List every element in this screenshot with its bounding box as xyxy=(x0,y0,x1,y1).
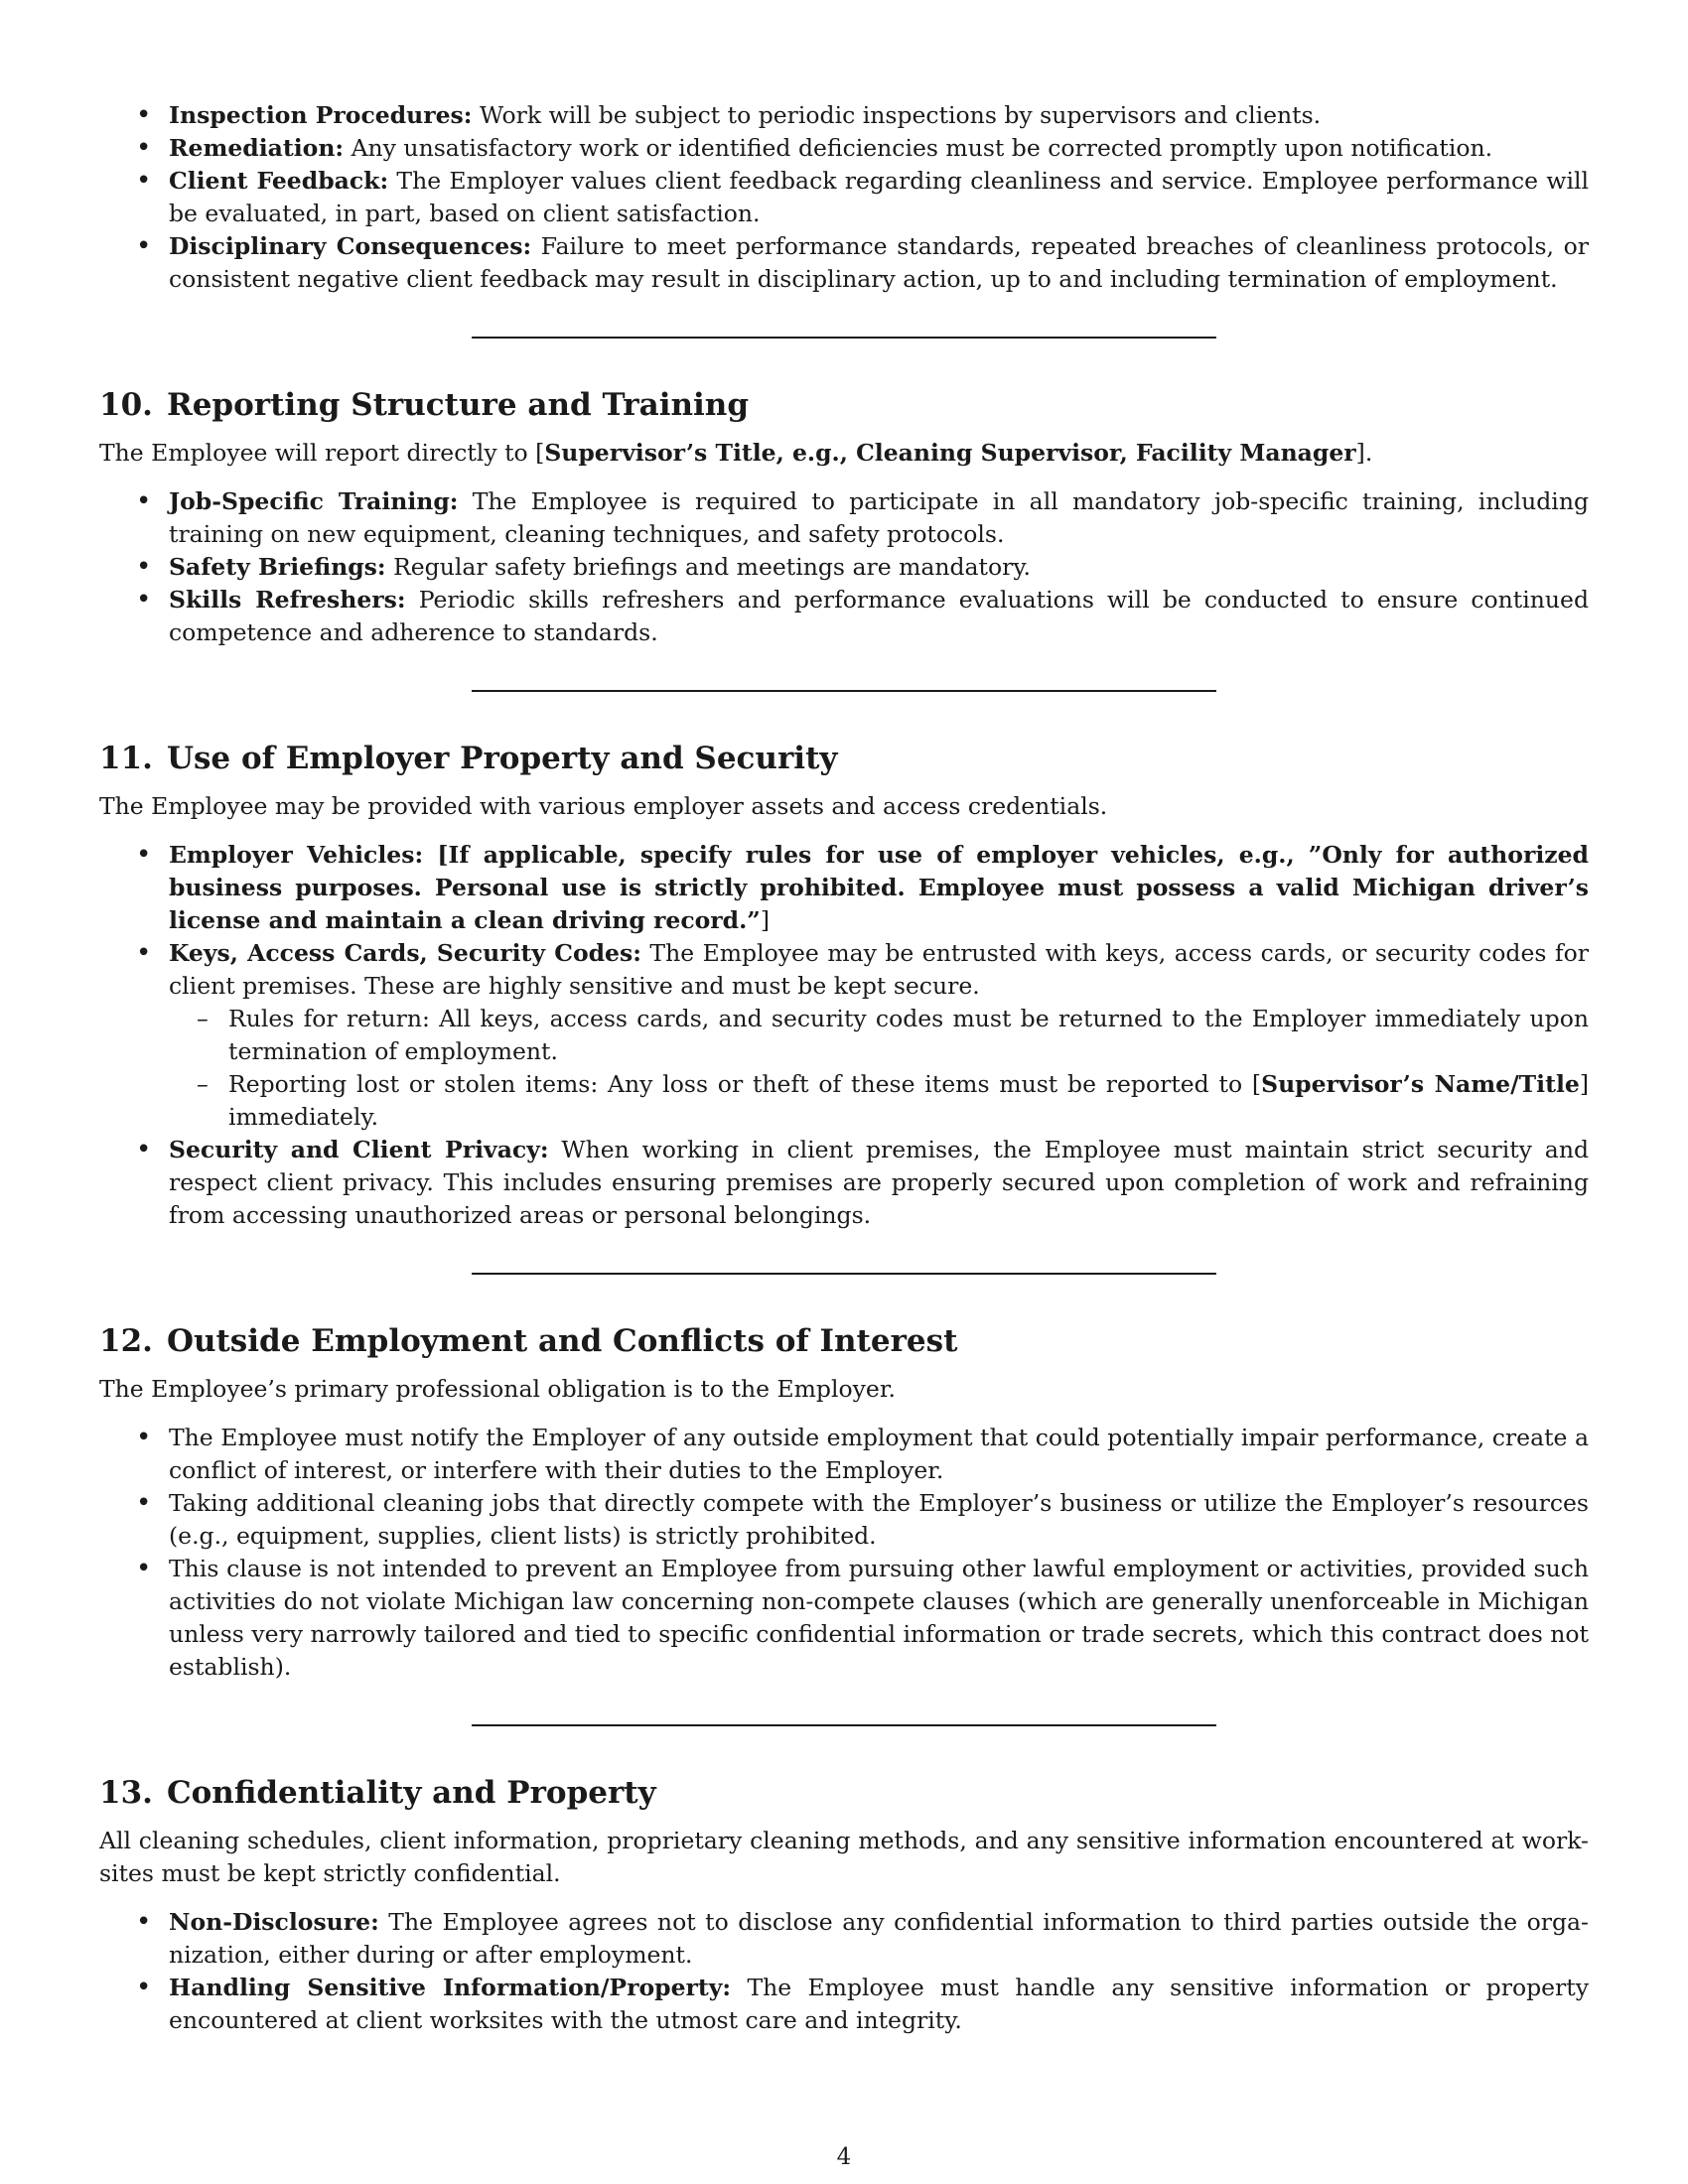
item-label: Inspection Procedures: xyxy=(169,101,473,129)
list-item xyxy=(99,485,1589,551)
section-intro xyxy=(99,437,1589,470)
list-item xyxy=(99,584,1589,649)
item-label: Skills Refreshers: xyxy=(169,586,406,614)
item-label: Security and Client Privacy: xyxy=(169,1136,549,1163)
sub-list-item: – Rules for return: All keys, access cards, and security codes must be returned to the Employer immediately upon termination of employment. xyxy=(169,1003,1589,1068)
section-divider xyxy=(472,1724,1216,1726)
page-number: 4 xyxy=(836,2144,852,2170)
section-heading xyxy=(99,1773,1589,1813)
confidentiality-list xyxy=(99,1906,1589,2037)
item-text: Failure to meet performance standards, repeated breaches of cleanliness protocols, or consistent negative client feedback may result in disciplinary action, up to and including termination of employment. xyxy=(169,232,1589,293)
list-item: • This clause is not intended to prevent an Employee from pursuing other lawful employment or activities, provided such activities do not violate Michigan law concerning non-compete clauses (which are generally unenforceable in Michigan unless very narrowly tailored and tied to specific confidential information or trade secrets, which this contract does not establish). xyxy=(99,1553,1589,1684)
section-heading xyxy=(99,1321,1589,1361)
section-intro: The Employee’s primary professional obligation is to the Employer. xyxy=(99,1375,896,1403)
item-label: Job-Specific Training: xyxy=(169,487,459,515)
item-label: Handling Sensitive Information/Property: xyxy=(169,1974,732,2001)
section-intro: The Employee may be provided with various employer assets and access credentials. xyxy=(99,792,1108,820)
list-item xyxy=(99,551,1589,584)
list-item: • Taking additional cleaning jobs that directly compete with the Employer’s business or utilize the Employer’s resources (e.g., equipment, supplies, client lists) is strictly prohibited. xyxy=(99,1487,1589,1553)
section-number: 10. xyxy=(99,387,153,423)
document-page xyxy=(99,99,1589,2037)
placeholder-field: Supervisor’s Title, e.g., Cleaning Supervisor, Facility Manager xyxy=(544,439,1356,467)
item-text: When working in client premises, the Employee must maintain strict security and respect client privacy. This includes ensuring premises are properly secured upon completion of work and refraining from accessing unauthorized areas or personal belongings. xyxy=(169,1136,1589,1229)
item-text: Regular safety briefings and meetings are mandatory. xyxy=(385,553,1031,581)
item-text: The Employer values client feedback regarding cleanliness and service. Employee performance will be evaluated, in part, based on client satisfaction. xyxy=(169,167,1590,227)
list-item xyxy=(99,99,1589,132)
item-text: The Employee must handle any sensitive information or property encountered at client worksites with the utmost care and integrity. xyxy=(169,1974,1589,2034)
section-title: Use of Employer Property and Security xyxy=(166,741,838,776)
sub-list-item xyxy=(169,1068,1589,1134)
outside-employment-list xyxy=(99,1422,1589,1684)
placeholder-field: [If applicable, specify rules for use of employer vehicles, e.g., ”Only for authorized business purposes. Personal use is strictly prohibited. Employee must possess a valid Michigan driver’s license and maintain a clean driving record.” xyxy=(169,841,1589,934)
list-item: • The Employee must notify the Employer of any outside employment that could potentially impair performance, create a conflict of interest, or interfere with their duties to the Employer. xyxy=(99,1422,1589,1487)
sub-item-text-end: ] immediately. xyxy=(228,1070,1589,1131)
section-title: Outside Employment and Conflicts of Interest xyxy=(166,1323,958,1359)
property-list xyxy=(99,839,1589,1232)
list-item xyxy=(99,230,1589,296)
list-item xyxy=(99,165,1589,230)
item-label: Keys, Access Cards, Security Codes: xyxy=(169,939,641,967)
item-label: Safety Briefings: xyxy=(169,553,386,581)
item-label: Non-Disclosure: xyxy=(169,1908,379,1936)
section-number: 11. xyxy=(99,741,153,776)
list-item xyxy=(99,1906,1589,1972)
item-text: Work will be subject to periodic inspections by supervisors and clients. xyxy=(472,101,1322,129)
bracket-close: ] xyxy=(760,906,770,934)
training-list xyxy=(99,485,1589,649)
section-heading xyxy=(99,739,1589,778)
item-text: Periodic skills refreshers and performance evaluations will be conducted to ensure continued competence and adherence to standards. xyxy=(169,586,1589,646)
item-label: Disciplinary Consequences: xyxy=(169,232,532,260)
intro-text: The Employee will report directly to [ xyxy=(99,439,545,467)
section-title: Confidentiality and Property xyxy=(166,1775,656,1811)
performance-list xyxy=(99,99,1589,296)
sub-item-text: Reporting lost or stolen items: Any loss or theft of these items must be reported to [ xyxy=(228,1070,1262,1098)
section-divider xyxy=(472,337,1216,339)
intro-text-end: ]. xyxy=(1355,439,1373,467)
item-text: The Employee is required to participate in all mandatory job-specific training, including training on new equipment, cleaning techniques, and safety protocols. xyxy=(169,487,1590,548)
item-text: Any unsatisfactory work or identified deficiencies must be corrected promptly upon notification. xyxy=(344,134,1493,162)
item-label: Employer Vehicles: xyxy=(169,841,424,869)
section-divider xyxy=(472,690,1216,692)
list-item xyxy=(99,937,1589,1134)
item-label: Client Feedback: xyxy=(169,167,389,195)
item-text: The Employee may be entrusted with keys, access cards, or security codes for client premises. These are highly sensitive and must be kept secure. xyxy=(169,939,1589,1000)
item-text: The Employee agrees not to disclose any confidential information to third parties outside the orga-nization, either during or after employment. xyxy=(169,1908,1589,1969)
item-label: Remediation: xyxy=(169,134,345,162)
sub-list xyxy=(99,1003,1589,1134)
list-item xyxy=(99,1134,1589,1232)
section-intro: All cleaning schedules, client information, proprietary cleaning methods, and any sensitive information encountered at work-sites must be kept strictly confidential. xyxy=(99,1827,1589,1887)
section-number: 12. xyxy=(99,1323,153,1359)
section-title: Reporting Structure and Training xyxy=(166,387,750,423)
section-number: 13. xyxy=(99,1775,153,1811)
list-item xyxy=(99,1972,1589,2037)
list-item xyxy=(99,132,1589,165)
section-divider xyxy=(472,1273,1216,1275)
section-heading xyxy=(99,385,1589,425)
list-item xyxy=(99,839,1589,937)
placeholder-field: Supervisor’s Name/Title xyxy=(1261,1070,1580,1098)
